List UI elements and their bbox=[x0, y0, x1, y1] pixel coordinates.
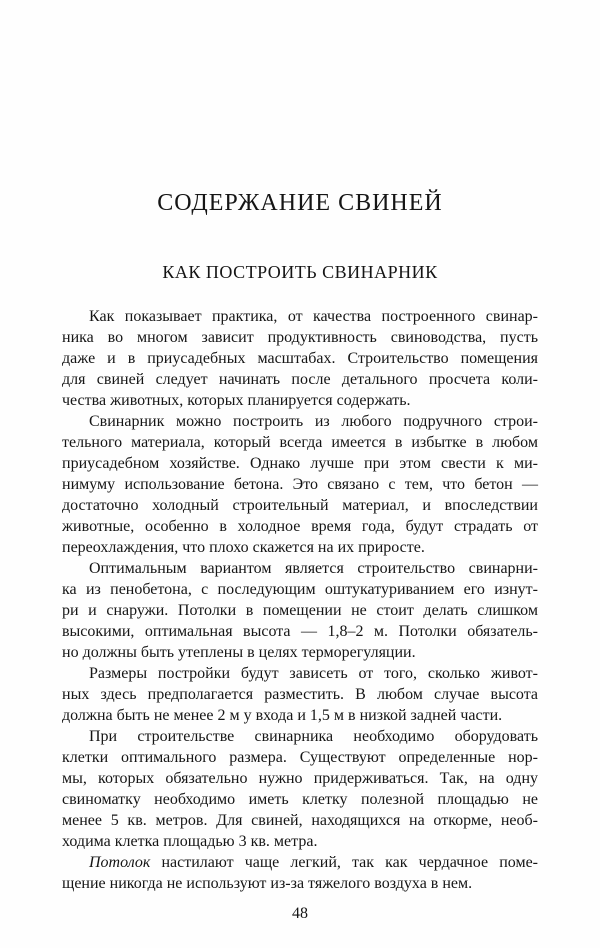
paragraph bbox=[62, 852, 538, 894]
paragraph bbox=[62, 558, 538, 663]
text-line: должна быть не менее 2 м у входа и 1,5 м в низкой задней части. bbox=[62, 707, 503, 724]
paragraph bbox=[62, 663, 538, 726]
text-line: чества животных, которых планируется содержать. bbox=[62, 392, 411, 409]
paragraph bbox=[62, 726, 538, 852]
text-line: даже и в приусадебных масштабах. Строительство помещения bbox=[62, 350, 538, 367]
text-line: ных здесь предполагается разместить. В любом случае высота bbox=[62, 686, 538, 703]
text-line: ника во многом зависит продуктивность свиноводства, пусть bbox=[62, 329, 538, 346]
text-line: щение никогда не используют из-за тяжелого воздуха в нем. bbox=[62, 875, 473, 892]
page-number: 48 bbox=[292, 905, 308, 922]
text-line: ри и снаружи. Потолки в помещении не стоит делать слишком bbox=[62, 602, 538, 619]
text-line: менее 5 кв. метров. Для свиней, находящихся на откорме, необ- bbox=[62, 812, 538, 829]
text-line: При строительстве свинарника необходимо оборудовать bbox=[89, 728, 538, 745]
text-line: свиноматку необходимо иметь клетку полезной площадью не bbox=[62, 791, 538, 808]
text-line: но должны быть утеплены в целях терморегуляции. bbox=[62, 644, 416, 661]
text-line: переохлаждения, что плохо скажется на их приросте. bbox=[62, 539, 425, 556]
text-line: Свинарник можно построить из любого подручного строи- bbox=[89, 413, 538, 430]
text-line: ка из пенобетона, с последующим оштукатуриванием его изнут- bbox=[62, 581, 538, 598]
text-line: тельного материала, который всегда имеется в избытке в любом bbox=[62, 434, 538, 451]
text-line: нимуму использование бетона. Это связано с тем, что бетон — bbox=[62, 476, 538, 493]
text-line: клетки оптимального размера. Существуют определенные нор- bbox=[62, 749, 538, 766]
text-line: Как показывает практика, от качества построенного свинар- bbox=[89, 308, 538, 325]
text-line: мы, которых обязательно нужно придерживаться. Так, на одну bbox=[62, 770, 538, 787]
chapter-title: СОДЕРЖАНИЕ СВИНЕЙ bbox=[157, 190, 443, 216]
text-line: высокими, оптимальная высота — 1,8–2 м. Потолки обязатель- bbox=[62, 623, 538, 640]
text-line: достаточно холодный строительный материал, и впоследствии bbox=[62, 497, 538, 514]
text-line: для свиней следует начинать после детального просчета коли- bbox=[62, 371, 538, 388]
text-line: Размеры постройки будут зависеть от того, сколько живот- bbox=[89, 665, 538, 682]
text-line: ходима клетка площадью 3 кв. метра. bbox=[62, 833, 318, 850]
italic-lead-word: Потолок bbox=[89, 854, 151, 871]
text-line: животные, особенно в холодное время года, будут страдать от bbox=[62, 518, 538, 535]
body-text bbox=[62, 306, 538, 894]
text-line: Оптимальным вариантом является строительство свинарни- bbox=[89, 560, 538, 577]
paragraph bbox=[62, 306, 538, 411]
paragraph bbox=[62, 411, 538, 558]
section-title: КАК ПОСТРОИТЬ СВИНАРНИК bbox=[162, 262, 438, 282]
text-line: Потолок настилают чаще легкий, так как чердачное поме- bbox=[89, 854, 538, 871]
text-line: приусадебном хозяйстве. Однако лучше при этом свести к ми- bbox=[62, 455, 538, 472]
